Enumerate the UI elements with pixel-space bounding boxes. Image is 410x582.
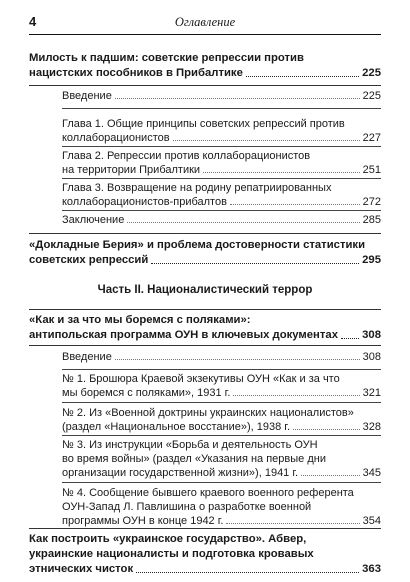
- toc-entry-text: Как построить «украинское государство». Абвер,: [29, 533, 307, 545]
- divider: [62, 146, 381, 147]
- leader-dots: [293, 420, 360, 430]
- divider: [62, 402, 381, 403]
- toc-page-number: 251: [362, 164, 381, 176]
- toc-entry-text: на территории Прибалтики: [62, 164, 201, 176]
- toc-entry-introduction[interactable]: [62, 89, 381, 103]
- toc-entry-text: № 2. Из «Военной доктрины украинских националистов»: [62, 407, 354, 419]
- toc-entry-text: антипольская программа ОУН в ключевых документах: [29, 329, 338, 341]
- toc-entry-text: Заключение: [62, 214, 125, 226]
- running-title: Оглавление: [174, 15, 236, 29]
- toc-page-number: 308: [362, 329, 381, 341]
- leader-dots: [115, 89, 360, 99]
- toc-entry-text: (раздел «Национальное восстание»), 1938 г.: [62, 421, 291, 433]
- toc-entry-document-1[interactable]: [62, 372, 381, 400]
- toc-entry-text: № 1. Брошюра Краевой экзекутивы ОУН «Как и за что: [62, 373, 340, 385]
- toc-entry-document-2[interactable]: [62, 406, 381, 434]
- toc-entry-text: во время войны» (раздел «Указания на первые дни: [62, 453, 326, 465]
- toc-entry-text: этнических чисток: [29, 563, 134, 575]
- divider: [29, 309, 381, 310]
- toc-entry-text: № 4. Сообщение бывшего краевого военного референта: [62, 487, 354, 499]
- toc-page-number: 225: [362, 67, 381, 79]
- toc-page-number: 227: [362, 132, 381, 144]
- divider: [29, 233, 381, 234]
- toc-entry-text: Милость к падшим: советские репрессии против: [29, 52, 304, 64]
- toc-entry-text: организации государственной жизни»), 1941 г.: [62, 467, 299, 479]
- toc-entry-text: программы ОУН в конце 1942 г.: [62, 515, 224, 527]
- toc-page-number: 354: [362, 515, 381, 527]
- toc-entry-chapter-2[interactable]: [62, 149, 381, 177]
- toc-page-number: 308: [362, 351, 381, 363]
- leader-dots: [246, 66, 359, 77]
- divider: [62, 369, 381, 370]
- toc-entry-text: Глава 3. Возвращение на родину репатриированных: [62, 182, 332, 194]
- page-number: 4: [29, 14, 37, 29]
- divider: [29, 345, 381, 346]
- toc-page-number: 272: [362, 196, 381, 208]
- toc-entry-text: Глава 2. Репрессии против коллаборационистов: [62, 150, 311, 162]
- toc-entry-oun-anti-polish-program[interactable]: [29, 313, 381, 343]
- toc-entry-text: «Докладные Берия» и проблема достоверности статистики: [29, 239, 366, 251]
- toc-entry-text: коллаборационистов-прибалтов: [62, 196, 227, 208]
- toc-entry-text: украинские националисты и подготовка кровавых: [29, 548, 314, 560]
- toc-entry-baltic-repressions[interactable]: [29, 51, 381, 81]
- toc-entry-text: мы боремся с поляками», 1931 г.: [62, 387, 231, 399]
- toc-entry-chapter-3[interactable]: [62, 181, 381, 209]
- toc-entry-conclusion[interactable]: [62, 213, 381, 227]
- leader-dots: [115, 350, 360, 360]
- toc-entry-document-4[interactable]: [62, 486, 381, 528]
- toc-entry-text: советских репрессий: [29, 254, 149, 266]
- leader-dots: [136, 562, 359, 573]
- leader-dots: [226, 514, 359, 524]
- divider: [29, 528, 381, 529]
- divider: [62, 178, 381, 179]
- divider: [62, 108, 381, 109]
- toc-page-number: 225: [362, 90, 381, 102]
- toc-entry-text: нацистских пособников в Прибалтике: [29, 67, 243, 79]
- toc-page-number: 285: [362, 214, 381, 226]
- toc-entry-text: Введение: [62, 351, 112, 363]
- leader-dots: [151, 253, 359, 264]
- toc-entry-text: Глава 1. Общие принципы советских репрессий против: [62, 118, 345, 130]
- toc-page-number: 328: [362, 421, 381, 433]
- divider: [62, 482, 381, 483]
- toc-page-number: 363: [362, 563, 381, 575]
- toc-entry-document-3[interactable]: [62, 438, 381, 480]
- part-title: Часть II. Националистический террор: [97, 284, 313, 296]
- divider: [29, 85, 381, 86]
- toc-page-number: 295: [362, 254, 381, 266]
- toc-entry-text: «Как и за что мы боремся с поляками»:: [29, 314, 251, 326]
- leader-dots: [233, 386, 359, 396]
- toc-page-number: 321: [362, 387, 381, 399]
- toc-entry-introduction-2[interactable]: [62, 350, 381, 364]
- leader-dots: [230, 195, 360, 205]
- leader-dots: [341, 328, 359, 339]
- divider: [62, 210, 381, 211]
- toc-entry-text: коллаборационистов: [62, 132, 170, 144]
- toc-entry-text: Введение: [62, 90, 112, 102]
- leader-dots: [203, 163, 360, 173]
- toc-entry-chapter-1[interactable]: [62, 117, 381, 145]
- leader-dots: [127, 213, 359, 223]
- leader-dots: [301, 466, 360, 476]
- toc-entry-text: ОУН-Запад Л. Павлишина о разработке военной: [62, 501, 312, 513]
- divider: [62, 435, 381, 436]
- toc-entry-beria-reports[interactable]: [29, 238, 381, 268]
- page-header: [29, 14, 381, 35]
- toc-entry-ukrainian-state[interactable]: [29, 532, 381, 577]
- leader-dots: [173, 131, 360, 141]
- toc-page-number: 345: [362, 467, 381, 479]
- toc-entry-text: № 3. Из инструкции «Борьба и деятельность ОУН: [62, 439, 318, 451]
